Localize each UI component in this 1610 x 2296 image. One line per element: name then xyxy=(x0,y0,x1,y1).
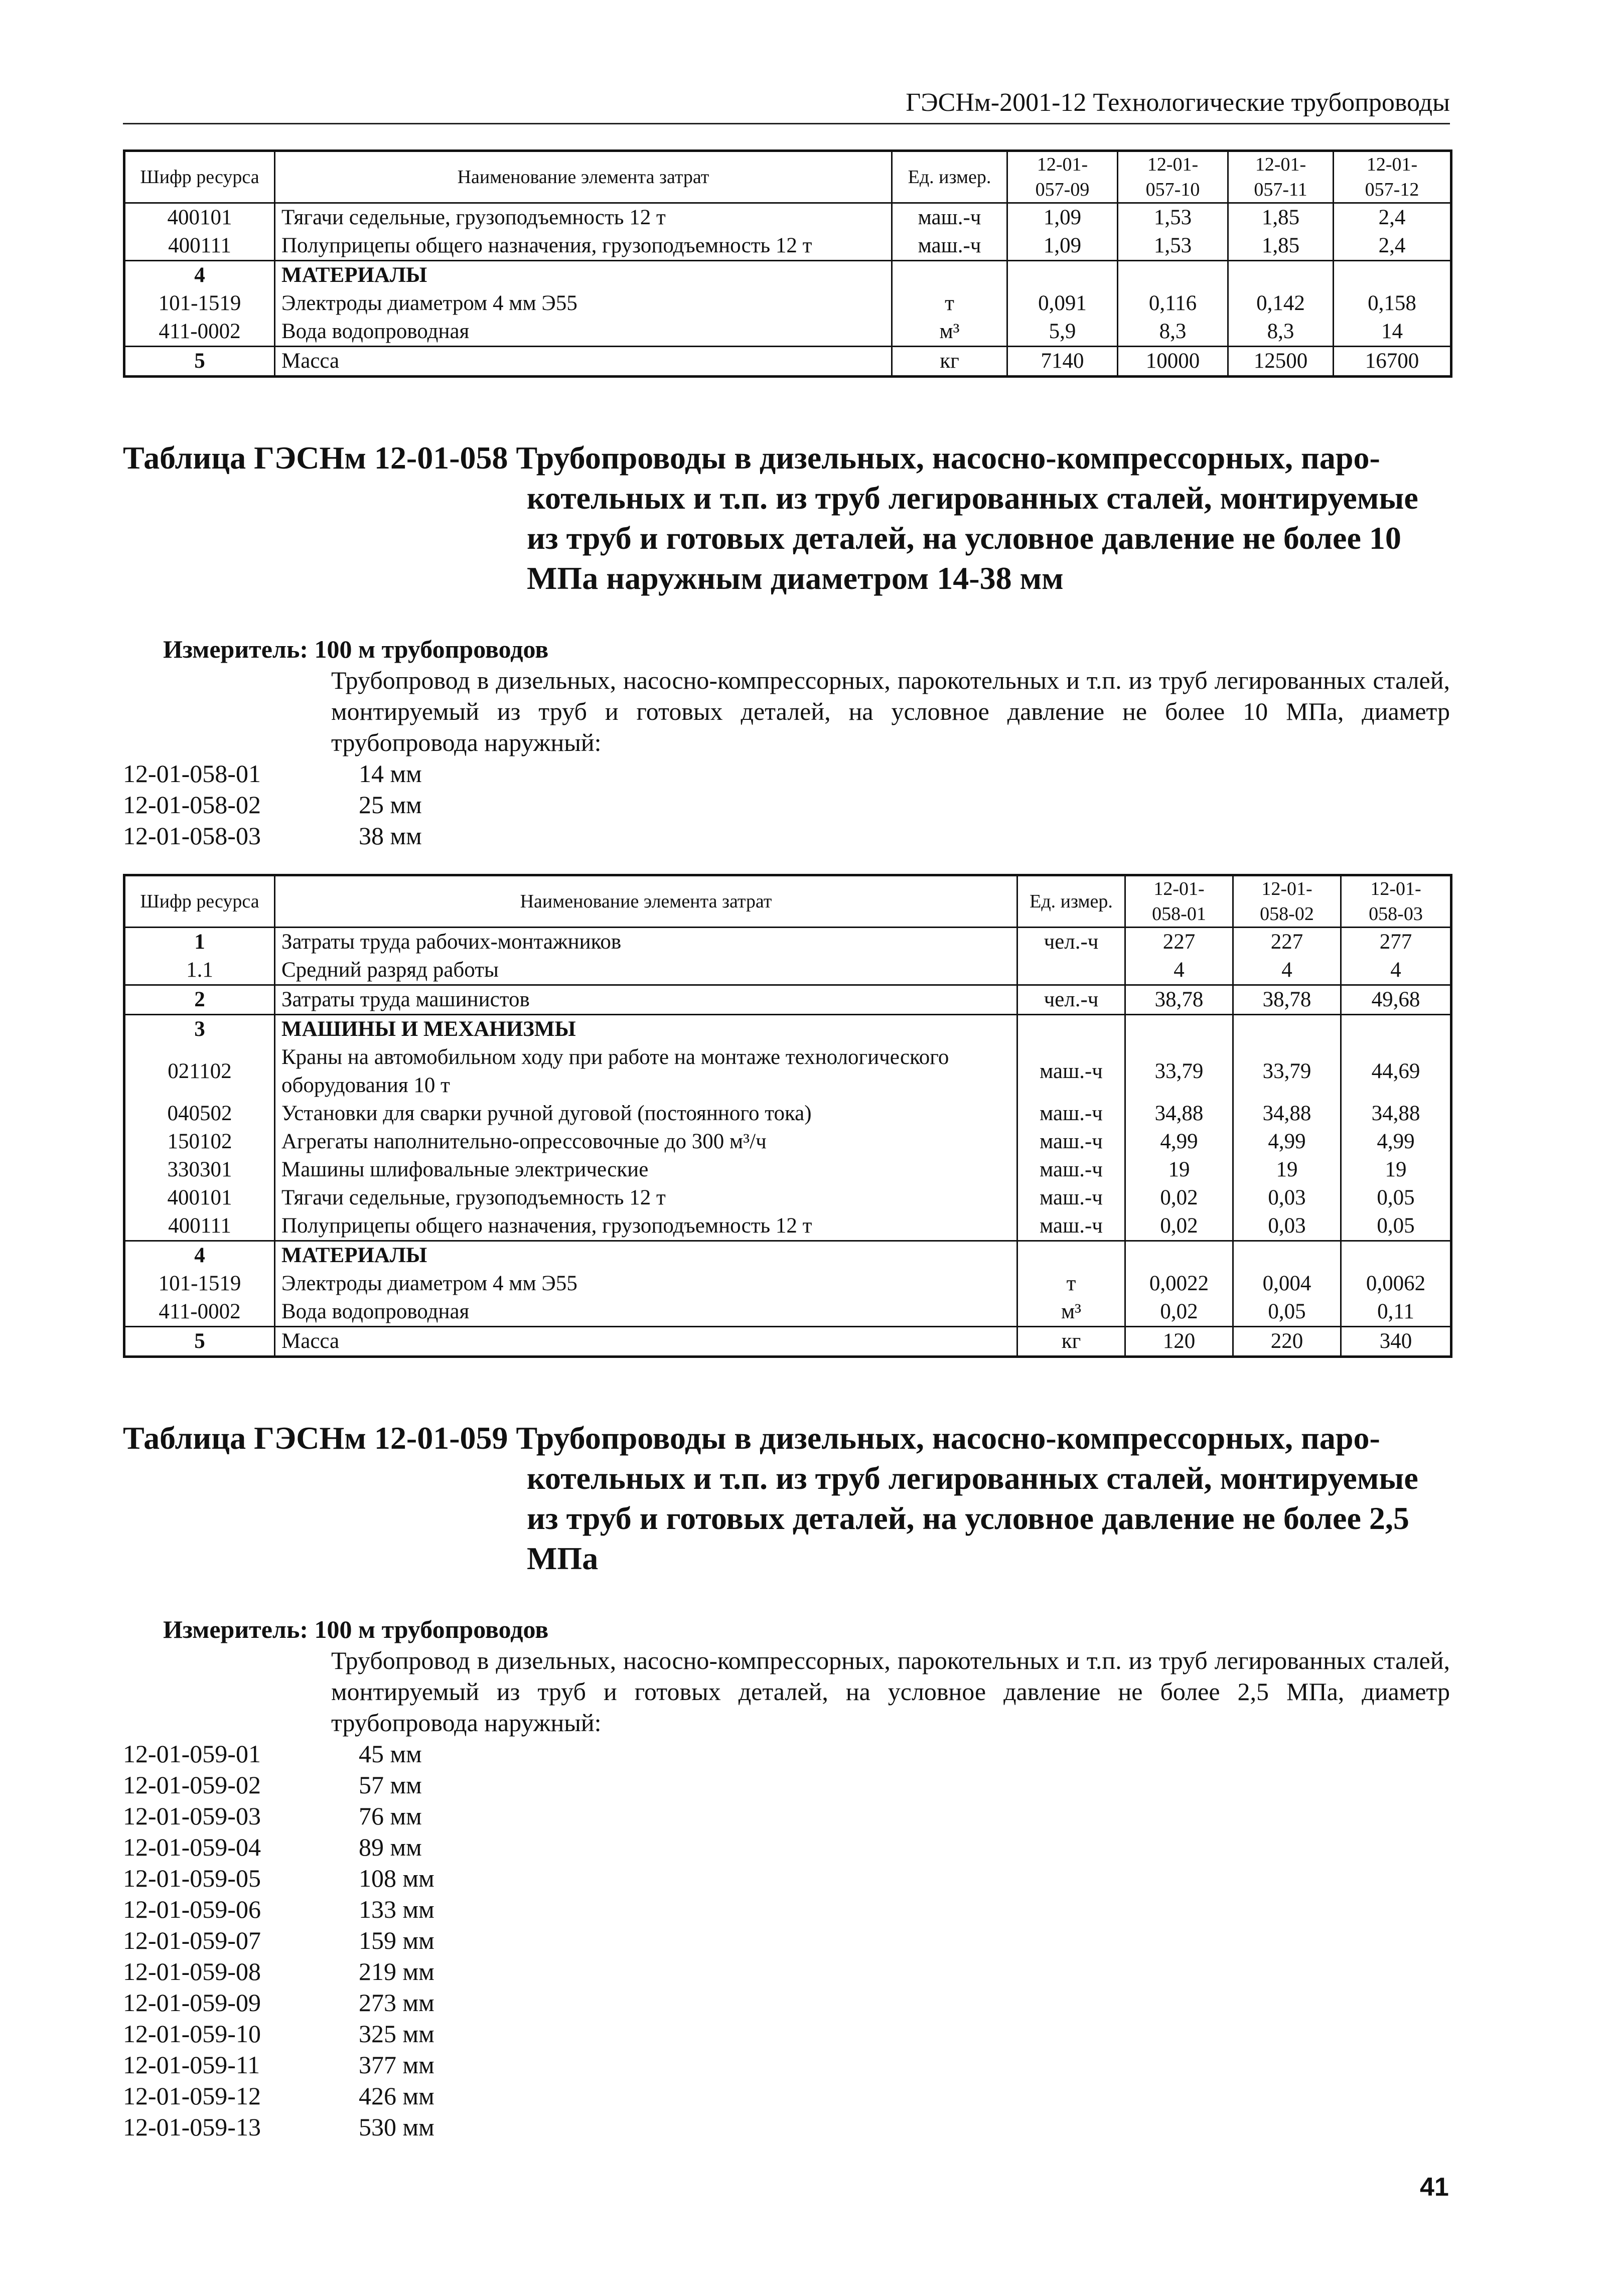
cell-code: 021102 xyxy=(124,1043,275,1100)
norm-code: 12-01-059-01 xyxy=(123,1740,261,1768)
cell-value: 0,142 xyxy=(1228,289,1334,318)
cell-name: Затраты труда машинистов xyxy=(275,985,1017,1015)
header-col: 12-01- 058-01 xyxy=(1125,875,1233,928)
cell-value: 120 xyxy=(1125,1327,1233,1357)
meter-058 xyxy=(123,634,1450,665)
cell-unit xyxy=(1017,1241,1125,1270)
cell-value: 1,85 xyxy=(1228,203,1334,232)
cell-value xyxy=(1233,1241,1341,1270)
table-row xyxy=(124,1241,1451,1270)
cell-code: 4 xyxy=(124,1241,275,1270)
cell-value: 0,02 xyxy=(1125,1212,1233,1241)
cell-value: 1,53 xyxy=(1118,232,1228,261)
norm-diameter: 219 мм xyxy=(359,1957,434,1985)
norm-code: 12-01-059-04 xyxy=(123,1833,261,1861)
cell-value: 33,79 xyxy=(1125,1043,1233,1100)
cell-value: 0,05 xyxy=(1341,1212,1451,1241)
cell-code: 1.1 xyxy=(124,956,275,985)
table-row xyxy=(124,1327,1451,1357)
code-row xyxy=(123,1738,1450,1769)
cell-value: 0,05 xyxy=(1341,1184,1451,1212)
cell-name: Электроды диаметром 4 мм Э55 xyxy=(275,289,892,318)
cell-code: 5 xyxy=(124,1327,275,1357)
cell-value: 8,3 xyxy=(1228,318,1334,347)
table-row xyxy=(124,1156,1451,1184)
code-row xyxy=(123,789,1450,820)
norm-diameter: 273 мм xyxy=(359,1988,434,2017)
table-row xyxy=(124,347,1451,377)
norm-code: 12-01-059-02 xyxy=(123,1771,261,1799)
cell-value xyxy=(1125,1241,1233,1270)
title-line-first: Таблица ГЭСНм 12-01-058 Трубопроводы в дизельных, насосно-компрессорных, паро- xyxy=(123,440,1380,476)
cell-value xyxy=(1118,261,1228,290)
code-row xyxy=(123,1800,1450,1831)
cell-name: Затраты труда рабочих-монтажников xyxy=(275,928,1017,957)
cell-unit: т xyxy=(892,289,1007,318)
norm-diameter: 76 мм xyxy=(359,1802,422,1830)
code-row xyxy=(123,1956,1450,1987)
cell-value: 4,99 xyxy=(1341,1128,1451,1156)
norm-diameter: 89 мм xyxy=(359,1833,422,1861)
cell-value: 12500 xyxy=(1228,347,1334,377)
description-058: Трубопровод в дизельных, насосно-компрессорных, парокотельных и т.п. из труб легированных сталей, монтируемый из труб и готовых деталей, на условное давление не более 10 МПа, диаметр трубопровода наружный: xyxy=(331,666,1450,756)
cell-value: 1,09 xyxy=(1007,232,1118,261)
code-row xyxy=(123,1831,1450,1863)
table-title-058 xyxy=(123,438,1450,598)
cell-value: 19 xyxy=(1233,1156,1341,1184)
table-row xyxy=(124,1212,1451,1241)
cell-value: 0,05 xyxy=(1233,1298,1341,1327)
norm-code: 12-01-059-05 xyxy=(123,1864,261,1892)
cell-name: Краны на автомобильном ходу при работе на монтаже технологического оборудования 10 т xyxy=(275,1043,1017,1100)
title-line-rest: котельных и т.п. из труб легированных сталей, монтируемые из труб и готовых деталей, на условное давление не более 2,5 МПа xyxy=(527,1460,1418,1576)
code-list-059 xyxy=(123,1738,1450,2142)
cell-unit: маш.-ч xyxy=(1017,1184,1125,1212)
norm-diameter: 530 мм xyxy=(359,2113,434,2141)
cell-value: 0,02 xyxy=(1125,1298,1233,1327)
cell-value: 19 xyxy=(1341,1156,1451,1184)
cell-value: 2,4 xyxy=(1334,203,1451,232)
table-row xyxy=(124,1298,1451,1327)
title-line-first: Таблица ГЭСНм 12-01-059 Трубопроводы в дизельных, насосно-компрессорных, паро- xyxy=(123,1420,1380,1456)
cell-unit xyxy=(1017,956,1125,985)
cell-value: 340 xyxy=(1341,1327,1451,1357)
cell-value: 5,9 xyxy=(1007,318,1118,347)
cell-name: Агрегаты наполнительно-опрессовочные до 300 м³/ч xyxy=(275,1128,1017,1156)
header-col: 12-01- 058-02 xyxy=(1233,875,1341,928)
cell-value: 0,0022 xyxy=(1125,1270,1233,1298)
cell-name: МАТЕРИАЛЫ xyxy=(275,261,892,290)
page-number: 41 xyxy=(1420,2173,1449,2202)
norm-code: 12-01-059-11 xyxy=(123,2051,260,2079)
cell-value: 277 xyxy=(1341,928,1451,957)
cell-unit: м³ xyxy=(892,318,1007,347)
norm-diameter: 25 мм xyxy=(359,791,422,819)
table-row xyxy=(124,1100,1451,1128)
norm-diameter: 159 мм xyxy=(359,1926,434,1954)
cell-value: 1,53 xyxy=(1118,203,1228,232)
cell-value xyxy=(1228,261,1334,290)
cell-name: МАШИНЫ И МЕХАНИЗМЫ xyxy=(275,1015,1017,1044)
norm-diameter: 38 мм xyxy=(359,822,422,850)
meter-059 xyxy=(123,1614,1450,1645)
table-row xyxy=(124,318,1451,347)
table-row xyxy=(124,1184,1451,1212)
table-row xyxy=(124,261,1451,290)
cell-value: 34,88 xyxy=(1341,1100,1451,1128)
cell-unit: чел.-ч xyxy=(1017,985,1125,1015)
code-row xyxy=(123,1925,1450,1956)
cell-code: 5 xyxy=(124,347,275,377)
cell-name: Средний разряд работы xyxy=(275,956,1017,985)
cell-value: 10000 xyxy=(1118,347,1228,377)
table-row xyxy=(124,1128,1451,1156)
cell-value: 220 xyxy=(1233,1327,1341,1357)
header-code: Шифр ресурса xyxy=(124,151,275,203)
norm-table-057 xyxy=(123,149,1452,378)
cell-value: 4,99 xyxy=(1125,1128,1233,1156)
cell-code: 411-0002 xyxy=(124,318,275,347)
norm-code: 12-01-059-13 xyxy=(123,2113,261,2141)
cell-value: 0,158 xyxy=(1334,289,1451,318)
cell-unit: маш.-ч xyxy=(892,203,1007,232)
norm-code: 12-01-059-06 xyxy=(123,1895,261,1923)
table-row xyxy=(124,1015,1451,1044)
cell-code: 3 xyxy=(124,1015,275,1044)
code-row xyxy=(123,758,1450,789)
norm-table-058 xyxy=(123,874,1452,1358)
title-line-rest: котельных и т.п. из труб легированных сталей, монтируемые из труб и готовых деталей, на условное давление не более 10 МПа наружным диаметром 14-38 мм xyxy=(527,480,1418,596)
cell-name: Полуприцепы общего назначения, грузоподъемность 12 т xyxy=(275,1212,1017,1241)
cell-unit xyxy=(1017,1015,1125,1044)
meter-label: Измеритель: xyxy=(163,1615,309,1643)
cell-code: 400101 xyxy=(124,1184,275,1212)
cell-value: 38,78 xyxy=(1125,985,1233,1015)
cell-value: 0,0062 xyxy=(1341,1270,1451,1298)
norm-code: 12-01-059-08 xyxy=(123,1957,261,1985)
cell-name: Вода водопроводная xyxy=(275,1298,1017,1327)
cell-code: 2 xyxy=(124,985,275,1015)
code-row xyxy=(123,1894,1450,1925)
cell-name: Масса xyxy=(275,1327,1017,1357)
cell-value xyxy=(1007,261,1118,290)
header-col: 12-01- 057-12 xyxy=(1334,151,1451,203)
cell-value: 0,03 xyxy=(1233,1212,1341,1241)
cell-unit: маш.-ч xyxy=(1017,1156,1125,1184)
norm-diameter: 14 мм xyxy=(359,759,422,788)
cell-value: 1,09 xyxy=(1007,203,1118,232)
meter-value: 100 м трубопроводов xyxy=(314,1615,549,1643)
cell-name: Полуприцепы общего назначения, грузоподъемность 12 т xyxy=(275,232,892,261)
cell-value: 33,79 xyxy=(1233,1043,1341,1100)
table-row xyxy=(124,928,1451,957)
header-name: Наименование элемента затрат xyxy=(275,875,1017,928)
cell-value: 1,85 xyxy=(1228,232,1334,261)
code-row xyxy=(123,1987,1450,2018)
cell-value: 0,116 xyxy=(1118,289,1228,318)
code-list-058 xyxy=(123,758,1450,851)
cell-value: 0,091 xyxy=(1007,289,1118,318)
cell-unit: чел.-ч xyxy=(1017,928,1125,957)
cell-value: 19 xyxy=(1125,1156,1233,1184)
cell-value: 2,4 xyxy=(1334,232,1451,261)
cell-value: 227 xyxy=(1125,928,1233,957)
cell-name: Вода водопроводная xyxy=(275,318,892,347)
header-col: 12-01- 057-11 xyxy=(1228,151,1334,203)
cell-unit xyxy=(892,261,1007,290)
cell-name: Электроды диаметром 4 мм Э55 xyxy=(275,1270,1017,1298)
cell-value: 0,11 xyxy=(1341,1298,1451,1327)
cell-unit: т xyxy=(1017,1270,1125,1298)
cell-code: 411-0002 xyxy=(124,1298,275,1327)
header-unit: Ед. измер. xyxy=(892,151,1007,203)
header-col: 12-01- 058-03 xyxy=(1341,875,1451,928)
code-row xyxy=(123,2049,1450,2080)
table-title-059 xyxy=(123,1418,1450,1579)
code-row xyxy=(123,2080,1450,2111)
cell-value: 34,88 xyxy=(1233,1100,1341,1128)
cell-value: 8,3 xyxy=(1118,318,1228,347)
norm-diameter: 426 мм xyxy=(359,2082,434,2110)
cell-code: 101-1519 xyxy=(124,1270,275,1298)
code-row xyxy=(123,1769,1450,1800)
table-row xyxy=(124,203,1451,232)
cell-code: 4 xyxy=(124,261,275,290)
cell-value xyxy=(1341,1015,1451,1044)
cell-value: 38,78 xyxy=(1233,985,1341,1015)
header-name: Наименование элемента затрат xyxy=(275,151,892,203)
description-059: Трубопровод в дизельных, насосно-компрессорных, парокотельных и т.п. из труб легированных сталей, монтируемый из труб и готовых деталей, на условное давление не более 2,5 МПа, диаметр трубопровода наружный: xyxy=(331,1646,1450,1737)
cell-unit: маш.-ч xyxy=(1017,1212,1125,1241)
code-row xyxy=(123,820,1450,851)
meter-label: Измеритель: xyxy=(163,635,309,663)
norm-code: 12-01-058-02 xyxy=(123,791,261,819)
norm-diameter: 325 мм xyxy=(359,2020,434,2048)
table-row xyxy=(124,289,1451,318)
cell-code: 400111 xyxy=(124,1212,275,1241)
cell-name: Тягачи седельные, грузоподъемность 12 т xyxy=(275,203,892,232)
norm-code: 12-01-059-10 xyxy=(123,2020,261,2048)
cell-value: 4,99 xyxy=(1233,1128,1341,1156)
document-page xyxy=(123,88,1450,2142)
code-row xyxy=(123,2111,1450,2142)
cell-name: Тягачи седельные, грузоподъемность 12 т xyxy=(275,1184,1017,1212)
cell-value: 7140 xyxy=(1007,347,1118,377)
norm-code: 12-01-059-12 xyxy=(123,2082,261,2110)
table-row xyxy=(124,1043,1451,1100)
cell-code: 400101 xyxy=(124,203,275,232)
cell-name: Масса xyxy=(275,347,892,377)
cell-code: 040502 xyxy=(124,1100,275,1128)
running-header: ГЭСНм-2001-12 Технологические трубопроводы xyxy=(123,88,1450,124)
cell-unit: маш.-ч xyxy=(1017,1128,1125,1156)
code-row xyxy=(123,2018,1450,2049)
norm-code: 12-01-058-03 xyxy=(123,822,261,850)
norm-diameter: 45 мм xyxy=(359,1740,422,1768)
cell-value: 34,88 xyxy=(1125,1100,1233,1128)
cell-value: 227 xyxy=(1233,928,1341,957)
meter-value: 100 м трубопроводов xyxy=(314,635,549,663)
cell-code: 330301 xyxy=(124,1156,275,1184)
cell-name: МАТЕРИАЛЫ xyxy=(275,1241,1017,1270)
cell-unit: маш.-ч xyxy=(1017,1100,1125,1128)
cell-value: 4 xyxy=(1125,956,1233,985)
table-row xyxy=(124,1270,1451,1298)
norm-diameter: 108 мм xyxy=(359,1864,434,1892)
cell-value: 4 xyxy=(1233,956,1341,985)
norm-diameter: 377 мм xyxy=(359,2051,434,2079)
norm-code: 12-01-059-07 xyxy=(123,1926,261,1954)
cell-value xyxy=(1334,261,1451,290)
cell-unit: м³ xyxy=(1017,1298,1125,1327)
table-row xyxy=(124,985,1451,1015)
header-col: 12-01- 057-09 xyxy=(1007,151,1118,203)
norm-diameter: 57 мм xyxy=(359,1771,422,1799)
cell-value: 14 xyxy=(1334,318,1451,347)
header-code: Шифр ресурса xyxy=(124,875,275,928)
cell-unit: маш.-ч xyxy=(1017,1043,1125,1100)
norm-code: 12-01-059-03 xyxy=(123,1802,261,1830)
norm-code: 12-01-058-01 xyxy=(123,759,261,788)
table-row xyxy=(124,956,1451,985)
cell-unit: маш.-ч xyxy=(892,232,1007,261)
cell-value: 49,68 xyxy=(1341,985,1451,1015)
cell-unit: кг xyxy=(1017,1327,1125,1357)
cell-value xyxy=(1233,1015,1341,1044)
cell-code: 1 xyxy=(124,928,275,957)
norm-code: 12-01-059-09 xyxy=(123,1988,261,2017)
cell-code: 101-1519 xyxy=(124,289,275,318)
cell-value xyxy=(1341,1241,1451,1270)
cell-code: 400111 xyxy=(124,232,275,261)
cell-value: 0,004 xyxy=(1233,1270,1341,1298)
code-row xyxy=(123,1863,1450,1894)
cell-value: 44,69 xyxy=(1341,1043,1451,1100)
cell-value: 0,03 xyxy=(1233,1184,1341,1212)
cell-name: Машины шлифовальные электрические xyxy=(275,1156,1017,1184)
cell-name: Установки для сварки ручной дуговой (постоянного тока) xyxy=(275,1100,1017,1128)
header-unit: Ед. измер. xyxy=(1017,875,1125,928)
cell-value: 0,02 xyxy=(1125,1184,1233,1212)
cell-value xyxy=(1125,1015,1233,1044)
cell-value: 16700 xyxy=(1334,347,1451,377)
cell-unit: кг xyxy=(892,347,1007,377)
cell-code: 150102 xyxy=(124,1128,275,1156)
table-row xyxy=(124,232,1451,261)
header-col: 12-01- 057-10 xyxy=(1118,151,1228,203)
norm-diameter: 133 мм xyxy=(359,1895,434,1923)
cell-value: 4 xyxy=(1341,956,1451,985)
